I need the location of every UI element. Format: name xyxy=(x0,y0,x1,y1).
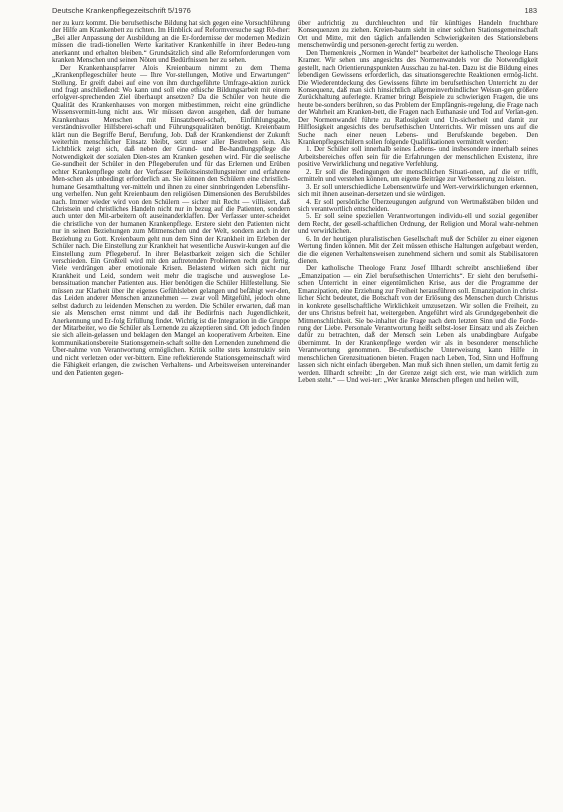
paragraph: ner zu kurz kommt. Die berufsethische Bildung hat sich gegen eine Vorsuchführung der Hilfe am Krankenbett zu richten. Im Hinblick auf Reformversuche sagt Rö-ther: „Bei aller Anpassung der Ausbildung an die Er-fordernisse der modernen Medizin müssen die tradi-tionellen Werte karitativer Krankenhilfe in ihrer Bedeu-tung anerkannt und erhalten bleiben.“ Grundsätzlich sind alle Reformforderungen vom kranken Menschen und seinen Nöten und Bedürfnissen her zu sehen. xyxy=(52,20,290,65)
paragraph: Den Themenkreis „Normen in Wandel“ bearbeitet der katholische Theologe Hans Kramer. Wir sehen uns angesichts des Normenwandels vor die Notwendigkeit gestellt, nach Orientierungspunkten Ausschau zu hal-ten. Dazu ist die Bildung eines lebendigen Gewissens erforderlich, das situationsgerechte Reaktionen ermög-licht. Die Wiederentdeckung des Gewissens führte im berufsethischen Unterricht zu der Konsequenz, daß man sich hinsichtlich allgemeinverbindlicher Weisun-gen größere Zurückhaltung auferlegte. Kramer bringt Beispiele zu schwierigen Fragen, die uns heute be-sonders berühren, so das Problem der Empfängnis-regelung, die Frage nach der Wahrheit am Kranken-bett, die Fragen nach Euthanasie und Tod auf Verlan-gen. Der Normenwandel führte zu Ratlosigkeit und Un-sicherheit und damit zur Hilflosigkeit angesichts des berufsethischen Unterrichts. Wir müssen uns auf die Suche nach einer neuen Lebens- und Berufskunde begeben. Den Krankenpflegeschülern sollen folgende Qualifikationen vermittelt werden: xyxy=(298,48,538,146)
paragraph: 1. Der Schüler soll innerhalb seines Lebens- und insbesondere innerhalb seines Arbeitsbereiches offen sein für die Erfahrungen der menschlichen Existenz, ihre positive Verwirklichung und negative Verfehlung. xyxy=(298,145,538,169)
paragraph: 3. Er soll unterschiedliche Lebensentwürfe und Wert-verwirklichungen erkennen, sich mit ihnen auseinan-dersetzen und sie würdigen. xyxy=(298,182,538,199)
paragraph: 4. Er soll persönliche Überzeugungen aufgrund von Wertmaßstäben bilden und sich verantwortlich entscheiden. xyxy=(298,197,538,213)
paragraph: 2. Er soll die Bedingungen der menschlichen Situati-onen, auf die er trifft, ermitteln und verstehen können, um eigene Beiträge zur Verbesserung zu leisten. xyxy=(298,167,538,184)
right-text-column xyxy=(298,20,538,806)
page-number: 183 xyxy=(524,6,537,15)
paragraph: Der katholische Theologe Franz Josef Illhardt schreibt anschließend über „Emanzipation — ein Ziel berufsethischen Unterrichts“. Er sieht den berufsethi-schen Unterricht in einer eigentümlichen Krise, aus der die Programme der Emanzipation, eine Erziehung zur Freiheit herausführen soll. Emanzipation in christ-licher Sicht bedeutet, die Botschaft von der Erlösung des Menschen durch Christus in konkrete gesellschaftliche Wirklichkeit umzusetzen. Wir sollen die Freiheit, zu der uns Christus befreit hat, weitergeben. Angeführt wird als Grundgegebenheit die Mitmenschlichkeit. Sie be-inhaltet die Frage nach dem letzten Sinn und die Forde-rung der Liebe. Personale Verantwortung heißt selbst-loser Einsatz und als Zeichen dafür zu betrachten, daß der Mensch sein Leben als unabdingbare Aufgabe übernimmt. In der Krankenpflege werden wir als in besonderer menschliche Verantwortung genommen. Be-rufsethische Unterweisung kann Hilfe in menschlichen Grenzsituationen bieten. Fragen nach Leben, Tod, Sinn und Hoffnung lassen sich nicht einfach übergeben. Man muß sich ihnen stellen, um damit fertig zu werden. Illhardt schreibt: „In der Grenze zeigt sich erst, wie man wirklich zum Leben steht.“ — Und wei-ter: „Wer kranke Menschen pflegen und heilen will, xyxy=(298,264,538,384)
paragraph: Der Krankenhauspfarrer Alois Kreienbaum nimmt zu dem Thema „Krankenpflegeschüler heute — Ihre Vor-stellungen, Motive und Erwartungen“ Stellung. Er greift dabei auf eine von ihm durchgeführte Umfrage-aktion zurück und fragt anschließend: Wo kann und soll eine ethische Bildungsarbeit mit einem erfolgver-sprechenden Ziel überhaupt ansetzen? Da die Schüler von heute die Qualität des Krankenhauses von morgen mitbestimmen, reicht eine gründliche Wissensvermitt-lung nicht aus. Wir müssen davon ausgehen, daß der humane Krankenhaus Menschen mit Einsatzberei-schaft, Einfühlungsgabe, verständnisvoller Hilfsberei-schaft und Führungsqualitäten benötigt. Kreienbaum klärt nun die Begriffe Beruf, Berufung, Job. Daß der Krankendienst der Zukunft weiterhin menschlicher Einsatz bleibt, setzt unser aller Bestreben sein. Als Lichtblick zeigt sich, daß neben der Grund- und Be-handlungspflege die Notwendigkeit der sozialen Dien-stes am Kranken gesehen wird. Für die seelische Ge-sundheit der Schüler in den Pflegeberufen und für das Erlernen und Erüben echter Krankenpflege steht der Verfasser Beileitseinstellungsteiner und erfahrene Men-schen als unbedingt erforderlich an. Sie können den Schülern eine christlich-humane Gesamthaltung ver-mitteln und ihnen zu einer sinnbringenden Lebensführ-ung verhelfen. Nun geht Kreienbaum den religiösen Dimensionen des Berufsbildes nach. Immer wieder wird von den Schülern — sicher mit Recht — villisiert, daß Christsein und christliches Handeln nicht nur in bezug auf die Patienten, sondern auch unter den Mit-arbeitern oft auseinanderklaffen. Der Verfasser unter-scheidet die christliche von der humanen Krankenpflege. Erstere sieht den Patienten nicht nur in seinen Beziehungen zum Mitmenschen und der Welt, sondern auch in der Beziehung zu Gott. Kreienbaum geht nun dem Sinn der Krankheit im Erleben der Schüler nach. Die Einstellung zur Krankheit hat wesentliche Auswir-kungen auf die Einstellung zum Pflegeberuf. In ihrer Belastbarkeit zeigen sich die Schüler verschieden. Ein Großteil wird mit den auftretenden Problemen recht gut fertig. Viele verdrängen aber emotionale Krisen. Belastend wirken sich nicht nur Krankheit und Leid, sondern weit mehr die tragische und ausweglose Le-benssituation mancher Patienten aus. Hier benötigen die Schüler Hilfestellung. Sie müssen zur Klarheit über ihr eigenes Gefühlsleben gelangen und befähigt wer-den, das Leiden anderer Menschen anzunehmen — zwar voll Mitgefühl, jedoch ohne selbst dadurch zu leidenden Menschen zu werden. Die Schüler erwarten, daß man sie als Menschen ernst nimmt und daß ihr Bedürfnis nach Jugendlichkeit, Anerkennung und Er-folg Erfüllung findet. Wichtig ist die Integration in die Gruppe der Mitarbeiter, wo die Schüler als Lernende zu akzeptieren sind. Oft jedoch finden sie sich allein-gelassen und beklagen den Mangel an kooperativem Arbeiten. Eine kommunikationsbereite Stationsgemein-schaft sollte den Lernenden zunehmend die Über-nahme von Verantwortung ermöglichen. Kritik sollte stets konstruktiv sein und nicht verletzen oder ver-bittern. Eine reflektierende Stationsgemeinschaft wird die Fähigkeit erlangen, die zwischen Verhaltens- und Arbeitsweisen untereinander und den Patienten gegen- xyxy=(52,63,290,377)
journal-title: Deutsche Krankenpflegezeitschrift 5/1976 xyxy=(52,6,191,15)
paragraph: über aufrichtig zu durchleuchten und für künftiges Handeln fruchtbare Konsequenzen zu ziehen. Kreien-baum sieht in einer solchen Stationsgemeinschaft Ort und Mitte, mit den täglich anfallenden Schwierigkeiten des Stationslebens menschenwürdig und personen-gerecht fertig zu werden. xyxy=(298,20,538,50)
paragraph: 5. Er soll seine speziellen Verantwortungen individu-ell und sozial gegenüber dem Recht, der gesell-schaftlichen Ordnung, der Religion und Moral wahr-nehmen und verwirklichen. xyxy=(298,212,538,236)
left-text-column xyxy=(52,20,290,806)
paragraph: 6. In der heutigen pluralistischen Gesellschaft muß der Schüler zu einer eigenen Wertung finden können. Mit der Zeit müssen ethische Haltungen aufgebaut werden, die die eigenen Verhaltensweisen zunehmend sichern und somit als Stabilisatoren dienen. xyxy=(298,234,538,265)
running-header xyxy=(52,6,537,18)
